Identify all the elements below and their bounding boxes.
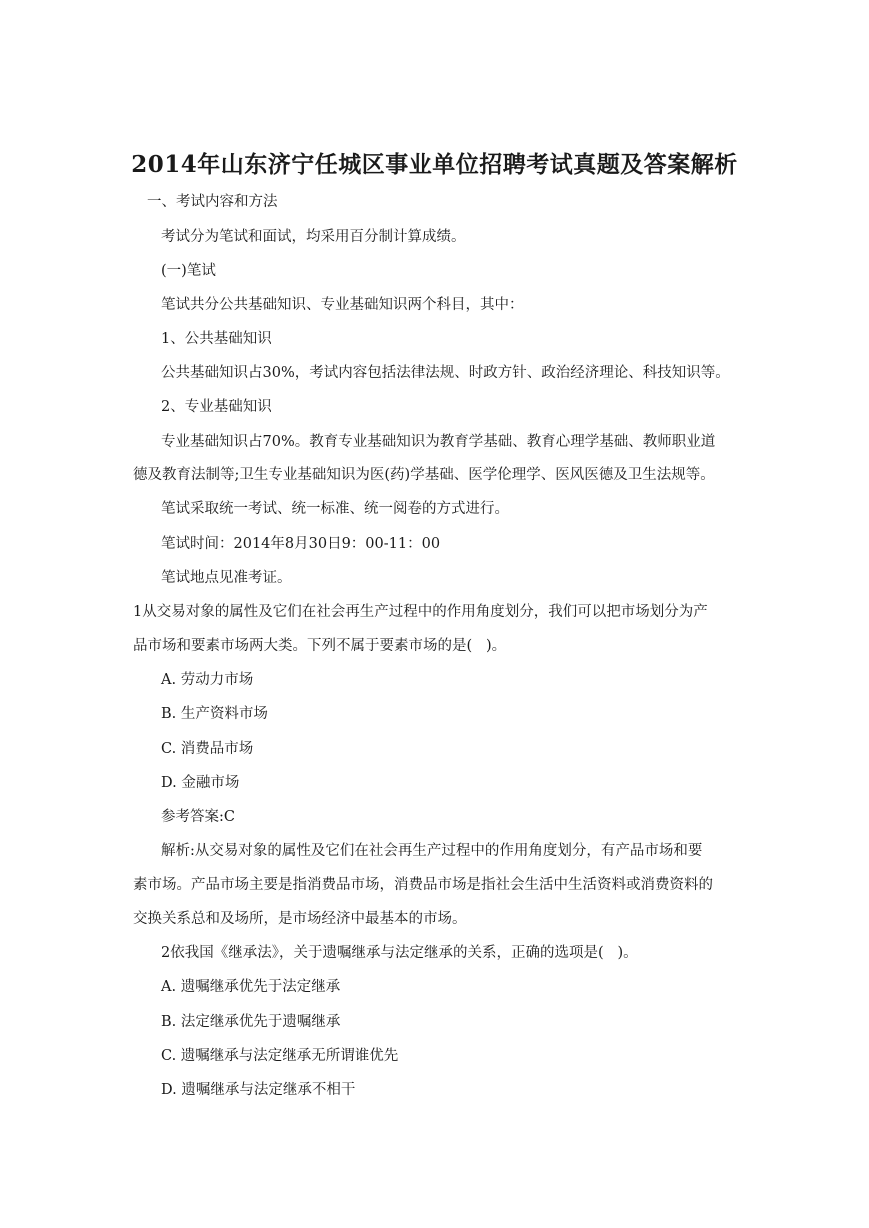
subsection-heading: (一)笔试 (161, 263, 216, 279)
answer-option: D. 金融市场 (161, 775, 240, 791)
paragraph: 笔试采取统一考试、统一标准、统一阅卷的方式进行。 (161, 501, 509, 517)
answer-option: D. 遗嘱继承与法定继承不相干 (161, 1082, 356, 1098)
paragraph: 笔试时间：2014年8月30日9：00-11：00 (161, 536, 441, 552)
answer-option: A. 劳动力市场 (161, 672, 254, 688)
answer-option: B. 生产资料市场 (161, 706, 268, 722)
paragraph: 笔试共分公共基础知识、专业基础知识两个科目，其中： (161, 297, 524, 313)
question-stem: 1从交易对象的属性及它们在社会再生产过程中的作用角度划分，我们可以把市场划分为产 (133, 604, 708, 620)
paragraph: 考试分为笔试和面试，均采用百分制计算成绩。 (161, 229, 466, 245)
paragraph: 专业基础知识占70%。教育专业基础知识为教育学基础、教育心理学基础、教师职业道 (161, 434, 716, 450)
analysis: 素市场。产品市场主要是指消费品市场，消费品市场是指社会生活中生活资料或消费资料的 (133, 877, 713, 893)
document-title: 2014年山东济宁任城区事业单位招聘考试真题及答案解析 (131, 151, 738, 178)
question-stem: 品市场和要素市场两大类。下列不属于要素市场的是( )。 (133, 638, 507, 654)
list-item: 1、公共基础知识 (161, 331, 272, 347)
analysis: 交换关系总和及场所，是市场经济中最基本的市场。 (133, 911, 467, 927)
answer-option: C. 消费品市场 (161, 741, 254, 757)
analysis: 解析:从交易对象的属性及它们在社会再生产过程中的作用角度划分，有产品市场和要 (161, 843, 703, 859)
answer-option: C. 遗嘱继承与法定继承无所谓谁优先 (161, 1048, 399, 1064)
paragraph: 德及教育法制等;卫生专业基础知识为医(药)学基础、医学伦理学、医风医德及卫生法规等。 (133, 467, 715, 483)
question-stem: 2依我国《继承法》，关于遗嘱继承与法定继承的关系，正确的选项是( )。 (161, 945, 638, 961)
reference-answer: 参考答案:C (161, 809, 235, 825)
paragraph: 公共基础知识占30%，考试内容包括法律法规、时政方针、政治经济理论、科技知识等。 (161, 365, 730, 381)
paragraph: 笔试地点见准考证。 (161, 570, 292, 586)
section-heading: 一、考试内容和方法 (147, 194, 278, 210)
answer-option: A. 遗嘱继承优先于法定继承 (161, 979, 341, 995)
answer-option: B. 法定继承优先于遗嘱继承 (161, 1014, 341, 1030)
list-item: 2、专业基础知识 (161, 399, 272, 415)
